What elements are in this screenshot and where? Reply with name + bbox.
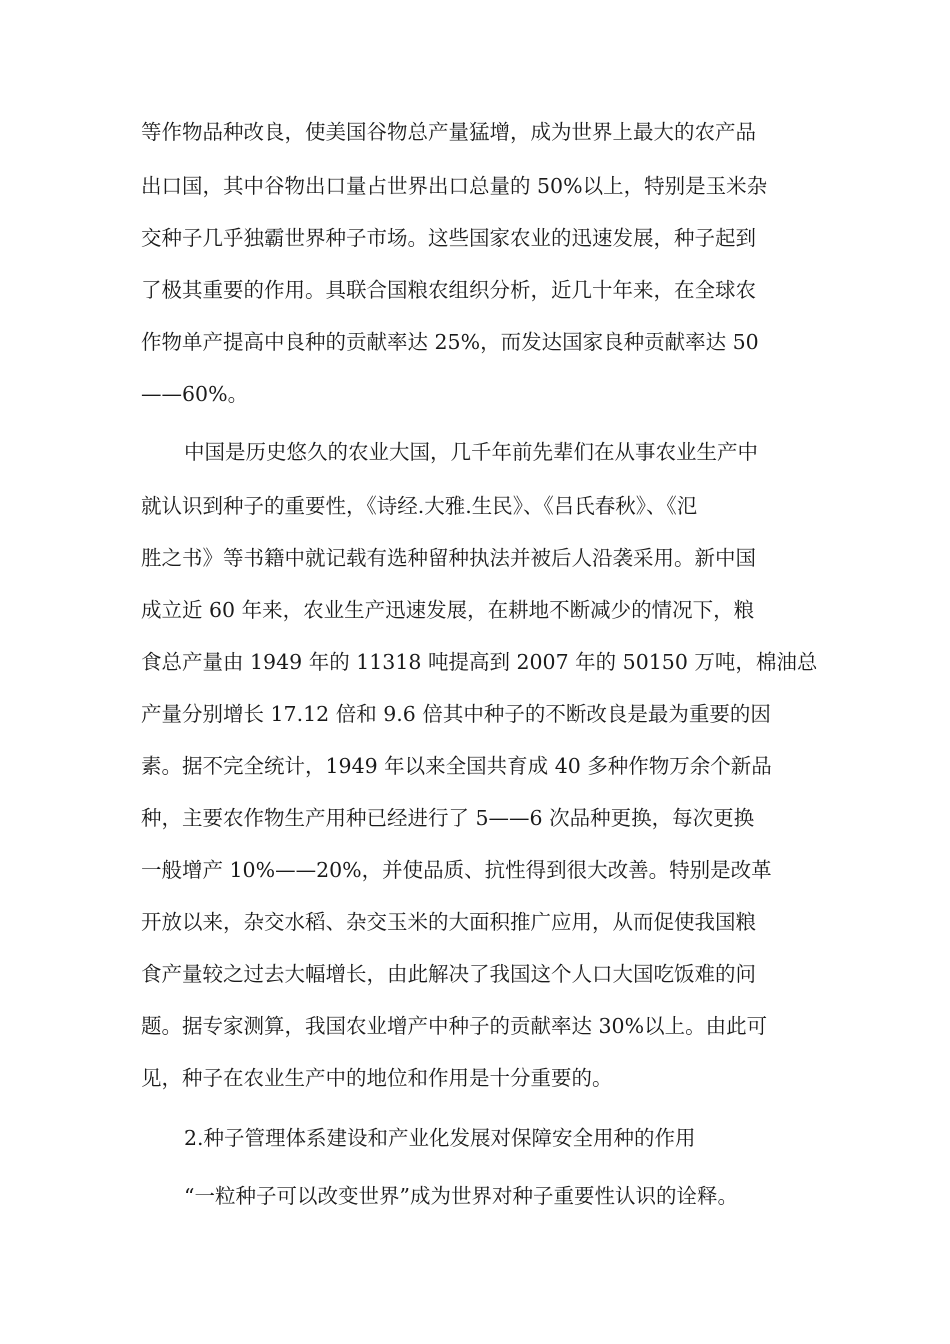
text-line: 就认识到种子的重要性，《诗经.大雅.生民》、《吕氏春秋》、《氾 bbox=[141, 494, 698, 518]
text-line: 交种子几乎独霸世界种子市场。这些国家农业的迅速发展，种子起到 bbox=[141, 226, 756, 250]
section-heading: 2.种子管理体系建设和产业化发展对保障安全用种的作用 bbox=[184, 1126, 696, 1150]
text-line: 种，主要农作物生产用种已经进行了 5——6 次品种更换，每次更换 bbox=[141, 806, 755, 830]
text-line: 素。据不完全统计，1949 年以来全国共育成 40 多种作物万余个新品 bbox=[141, 754, 772, 778]
text-line: ——60%。 bbox=[141, 382, 249, 406]
text-line: 成立近 60 年来，农业生产迅速发展，在耕地不断减少的情况下，粮 bbox=[141, 598, 755, 622]
text-line: “一粒种子可以改变世界”成为世界对种子重要性认识的诠释。 bbox=[184, 1184, 738, 1208]
text-line: 了极其重要的作用。具联合国粮农组织分析，近几十年来，在全球农 bbox=[141, 278, 756, 302]
text-line: 中国是历史悠久的农业大国，几千年前先辈们在从事农业生产中 bbox=[184, 440, 758, 464]
text-line: 食总产量由 1949 年的 11318 吨提高到 2007 年的 50150 万吨，棉油总 bbox=[141, 650, 818, 674]
text-line: 胜之书》等书籍中就记载有选种留种执法并被后人沿袭采用。新中国 bbox=[141, 546, 756, 570]
text-line: 见，种子在农业生产中的地位和作用是十分重要的。 bbox=[141, 1066, 613, 1090]
text-line: 食产量较之过去大幅增长，由此解决了我国这个人口大国吃饭难的问 bbox=[141, 962, 756, 986]
text-line: 开放以来，杂交水稻、杂交玉米的大面积推广应用，从而促使我国粮 bbox=[141, 910, 756, 934]
text-line: 一般增产 10%——20%，并使品质、抗性得到很大改善。特别是改革 bbox=[141, 858, 772, 882]
text-line: 题。据专家测算，我国农业增产中种子的贡献率达 30%以上。由此可 bbox=[141, 1014, 768, 1038]
text-line: 作物单产提高中良种的贡献率达 25%，而发达国家良种贡献率达 50 bbox=[141, 330, 759, 354]
text-line: 产量分别增长 17.12 倍和 9.6 倍其中种子的不断改良是最为重要的因 bbox=[141, 702, 771, 726]
text-line: 出口国，其中谷物出口量占世界出口总量的 50%以上，特别是玉米杂 bbox=[141, 174, 768, 198]
text-line: 等作物品种改良，使美国谷物总产量猛增，成为世界上最大的农产品 bbox=[141, 120, 756, 144]
